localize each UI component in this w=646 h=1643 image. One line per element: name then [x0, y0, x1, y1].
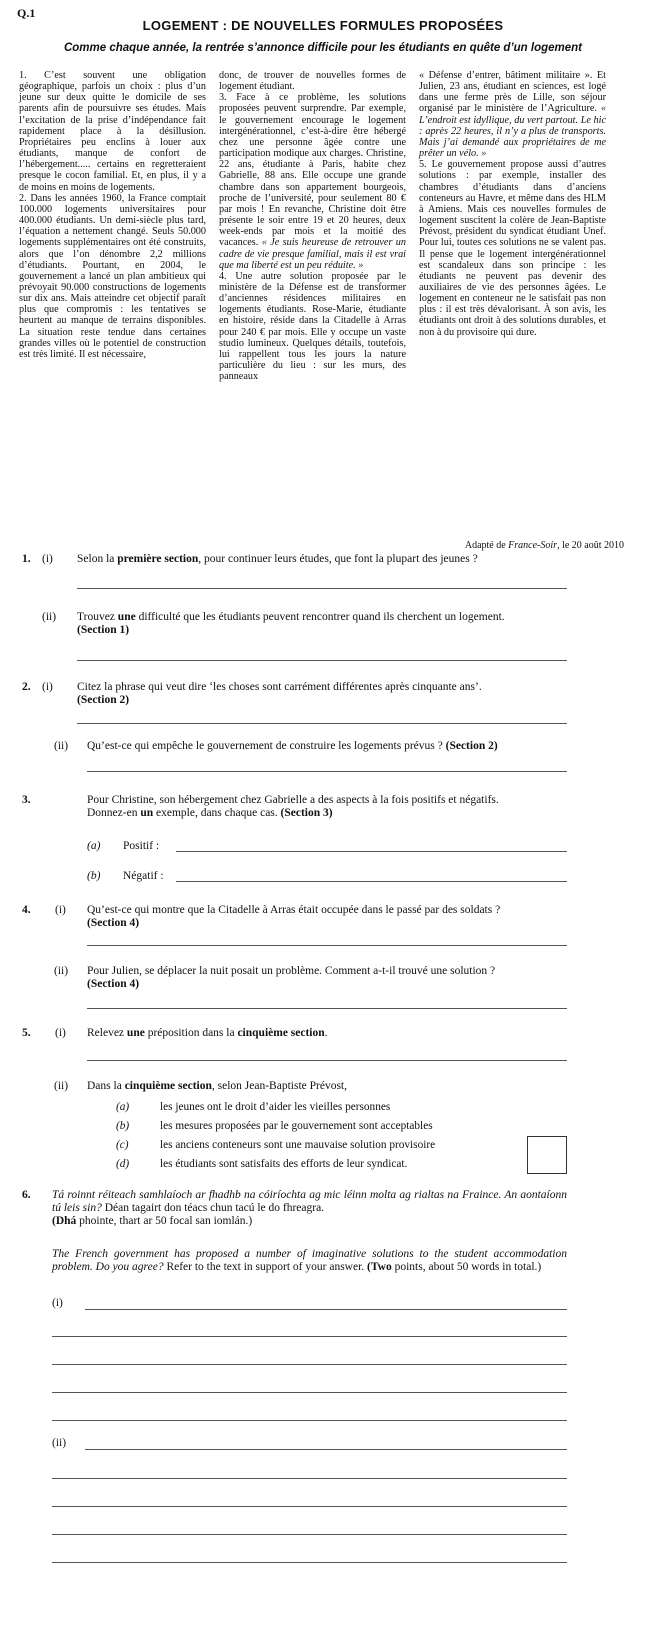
q6i-answer-line-5[interactable] — [52, 1420, 567, 1421]
q5-number: 5. — [22, 1027, 31, 1039]
q6i-label: (i) — [52, 1297, 63, 1309]
section-3-text: 3. Face à ce problème, les solutions proposées peuvent surprendre. Par exemple, le gouvernement encourage le logement intergénérationnel, c’est-à-dire être hébergé chez une personne âgée contre une participation modique aux charges. Christine, 22 ans, étudiante à Paris, habite chez Gabrielle, 88 ans. Elle occupe une grande chambre dans son appartement bourgeois, proche de l’université, pour seulement 80 € par mois ! En revanche, Christine doit être présente le soir entre 19 et 20 heures, deux week-ends par mois et la moitié des vacances. — [219, 92, 406, 249]
q4i-text: Qu’est-ce qui montre que la Citadelle à Arras était occupée dans le passé par des soldats ? — [87, 904, 501, 916]
q6-english-text: The French government has proposed a number of imaginative solutions to the student accommodation problem. Do you agree? Refer to the text in support of your answer. (Two points, about 50 words in total.) — [52, 1248, 567, 1273]
q3b-label: Négatif : — [123, 870, 164, 882]
q2-number: 2. — [22, 681, 31, 693]
q6ii-label: (ii) — [52, 1437, 67, 1449]
q6i-answer-line-4[interactable] — [52, 1392, 567, 1393]
q5ii-label: (ii) — [54, 1080, 69, 1092]
article-subtitle: Comme chaque année, la rentrée s’annonce difficile pour les étudiants en quête d’un logement — [63, 42, 583, 54]
q2ii-answer-line[interactable] — [87, 771, 567, 772]
article-column-1 — [19, 70, 206, 360]
q1ii-answer-line[interactable] — [77, 660, 567, 661]
q6-irish-text: Tá roinnt réiteach samhlaíoch ar fhadhb na cóiríochta ag mic léinn molta ag rialtas na Fraince. An aontaíonn tú leis sin? Déan tagairt don téacs chun tacú le do fhreagra. (Dhá phointe, thart ar 50 focal san iomlán.) — [52, 1189, 567, 1227]
article-title: LOGEMENT : DE NOUVELLES FORMULES PROPOSÉES — [142, 18, 504, 33]
q6i-answer-line-3[interactable] — [52, 1364, 567, 1365]
q4ii-label: (ii) — [54, 965, 69, 977]
q5i-text: Relevez une préposition dans la cinquième section. — [87, 1027, 328, 1039]
q5i-answer-line[interactable] — [87, 1060, 567, 1061]
section-4-end-text: « Défense d’entrer, bâtiment militaire ». Et Julien, 23 ans, étudiant en sciences, est logé dans une ferme près de Lille, son séjour organisé par le ministère de l’Agriculture. — [419, 70, 606, 115]
article-column-2 — [219, 70, 406, 382]
q5-answer-box[interactable] — [527, 1136, 567, 1174]
q1ii-ref: (Section 1) — [77, 624, 130, 636]
q2i-text: Citez la phrase qui veut dire ‘les choses sont carrément différentes après cinquante ans’. — [77, 681, 482, 693]
section-4-text: 4. Une autre solution proposée par le ministère de la Défense est de transformer d’anciennes résidences militaires en logements étudiants. Rose-Marie, étudiante en histoire, réside dans la Citadelle à Arras pour 240 € par mois. Elle y occupe un vaste studio lumineux. Quelques détails, toutefois, lui rappellent tous les jours la nature particulière du lieu : sur les murs, des panneaux — [219, 270, 406, 383]
q6ii-answer-line-3[interactable] — [52, 1506, 567, 1507]
q3b-answer-line[interactable] — [176, 881, 567, 882]
section-2-text: 2. Dans les années 1960, la France comptait 100.000 logements universitaires pour 400.000 étudiants. Un demi-siècle plus tard, l’équation a nettement changé. Seuls 50.000 logements supplémentaires ont été construits, alors que l’on dénombre 2,2 millions d’étudiants. Pourtant, en 2004, le gouvernement a lancé un plan ambitieux qui prévoyait 90.000 constructions de logements sur dix ans. Mais atteindre cet objectif paraît plus que compromis : les tentatives se heurtent au manque de terrains disponibles. La situation reste tendue dans certaines grandes villes où le potentiel de construction est très limité. Il est nécessaire, — [19, 192, 206, 360]
q4i-label: (i) — [55, 904, 66, 916]
q2i-answer-line[interactable] — [77, 723, 567, 724]
q1ii-label: (ii) — [42, 611, 57, 623]
section-4-quote: « L’endroit est idyllique, du vert partout. Le hic : après 22 heures, il n’y a plus de transports. Mais j’ai demandé aux propriétaires de me prêter un vélo. » — [419, 103, 606, 160]
q2ii-label: (ii) — [54, 740, 69, 752]
q4i-answer-line[interactable] — [87, 945, 567, 946]
q6i-answer-line-1[interactable] — [85, 1309, 567, 1310]
q4ii-answer-line[interactable] — [87, 1008, 567, 1009]
q4ii-ref: (Section 4) — [87, 978, 140, 990]
section-5-text: 5. Le gouvernement propose aussi d’autres solutions : par exemple, installer des chambres d’étudiants dans d’anciens conteneurs au Havre, et même dans des HLM à Amiens. Mais ces nouvelles formules de logement suscitent la colère de Jean-Baptiste Prévost, président du syndicat étudiant Unef. Pour lui, toutes ces solutions ne se valent pas. Il pense que le logement intergénérationnel est scandaleux dans son principe : les étudiants ne peuvent pas devenir des auxiliaires de vie des personnes âgées. Le logement en conteneur ne le satisfait pas non plus : il est très dévalorisant. À son avis, les étudiants ont droit à des solutions durables, et non à du provisoire qui dure. — [419, 159, 606, 338]
q6-number: 6. — [22, 1189, 31, 1201]
section-2-end-text: donc, de trouver de nouvelles formes de logement étudiant. — [219, 70, 406, 93]
q1-number: 1. — [22, 553, 31, 565]
q3a-label: Positif : — [123, 840, 160, 852]
section-1-text: 1. C’est souvent une obligation géographique, parfois un choix : plus d’un jeune sur deux quitte le domicile de ses parents afin de poursuivre ses études. Mais l’excitation de la prise d’indépendance fait rapidement place à la désillusion. Propriétaires peu enclins à louer aux étudiants, manque de confort de l’hébergement..... certains en regretteraient presque le cocon familial. Et, en plus, il y a de moins en moins de logements. — [19, 70, 206, 193]
question-number: Q.1 — [17, 6, 36, 20]
q3b-letter: (b) — [87, 870, 101, 882]
q1i-answer-line[interactable] — [77, 588, 567, 589]
q3a-letter: (a) — [87, 840, 101, 852]
article-source: Adapté de France-Soir, le 20 août 2010 — [464, 540, 624, 551]
q3-number: 3. — [22, 794, 31, 806]
q6ii-answer-line-2[interactable] — [52, 1478, 567, 1479]
section-3-quote: « Je suis heureuse de retrouver un cadre de vie presque familial, mais il est vrai que ma liberté est un peu réduite. » — [219, 237, 406, 271]
q6ii-answer-line-4[interactable] — [52, 1534, 567, 1535]
q3a-answer-line[interactable] — [176, 851, 567, 852]
q3-text-line1: Pour Christine, son hébergement chez Gabrielle a des aspects à la fois positifs et négatifs. — [87, 794, 499, 806]
q4ii-text: Pour Julien, se déplacer la nuit posait un problème. Comment a-t-il trouvé une solution ? — [87, 965, 496, 977]
q6ii-answer-line-1[interactable] — [85, 1449, 567, 1450]
q2ii-text: Qu’est-ce qui empêche le gouvernement de construire les logements prévus ? (Section 2) — [87, 740, 498, 752]
q5ii-text: Dans la cinquième section, selon Jean-Baptiste Prévost, — [87, 1080, 347, 1092]
q3-text-line2: Donnez-en un exemple, dans chaque cas. (Section 3) — [87, 807, 333, 819]
q1i-text: Selon la première section, pour continuer leurs études, que font la plupart des jeunes ? — [77, 553, 478, 565]
q6i-answer-line-2[interactable] — [52, 1336, 567, 1337]
q4i-ref: (Section 4) — [87, 917, 140, 929]
q5i-label: (i) — [55, 1027, 66, 1039]
q1ii-text: Trouvez une difficulté que les étudiants peuvent rencontrer quand ils cherchent un logement. — [77, 611, 505, 623]
q4-number: 4. — [22, 904, 31, 916]
q2i-label: (i) — [42, 681, 53, 693]
article-column-3 — [419, 70, 606, 338]
q2i-ref: (Section 2) — [77, 694, 130, 706]
q1i-label: (i) — [42, 553, 53, 565]
q6ii-answer-line-5[interactable] — [52, 1562, 567, 1563]
